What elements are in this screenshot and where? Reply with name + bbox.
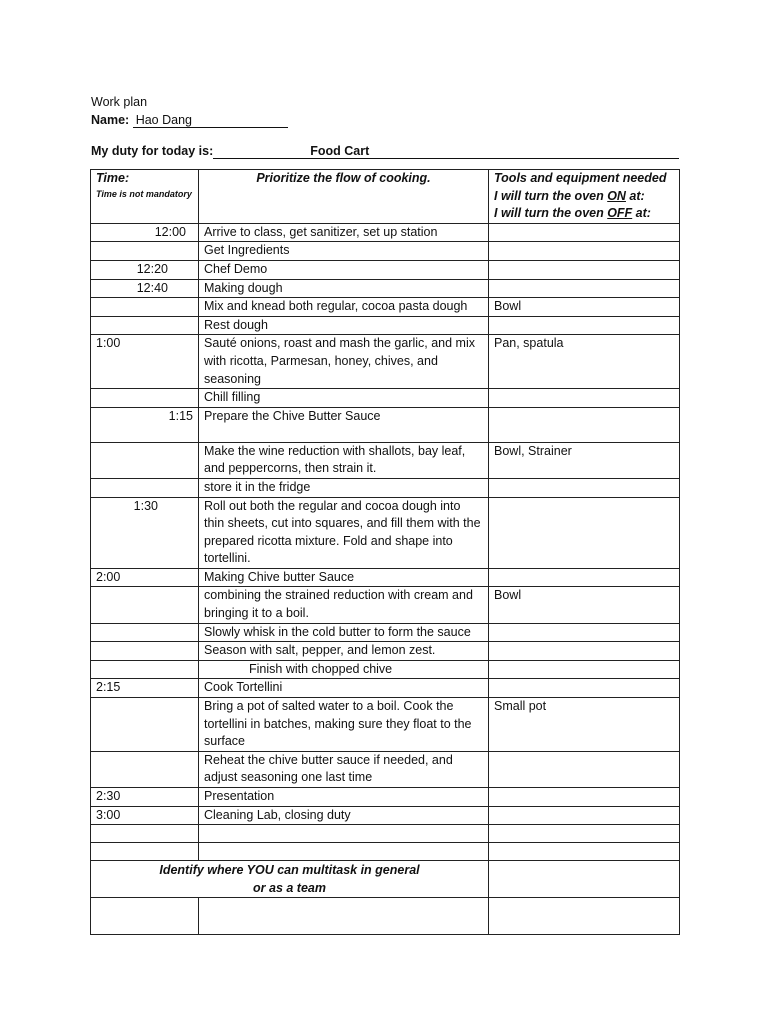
table-row xyxy=(91,389,680,408)
table-row xyxy=(91,497,680,568)
table-row xyxy=(91,642,680,661)
tools-cell xyxy=(489,279,680,298)
answer-cell xyxy=(91,898,199,935)
task-cell: Make the wine reduction with shallots, bay leaf, and peppercorns, then strain it. xyxy=(199,442,489,478)
time-cell xyxy=(91,623,199,642)
task-cell: Get Ingredients xyxy=(199,242,489,261)
table-row xyxy=(91,568,680,587)
table-row xyxy=(91,298,680,317)
task-cell: Rest dough xyxy=(199,316,489,335)
table-row xyxy=(91,478,680,497)
work-plan-table xyxy=(90,169,680,935)
time-cell: 1:00 xyxy=(91,335,199,389)
table-row xyxy=(91,698,680,752)
tools-cell: Bowl, Strainer xyxy=(489,442,680,478)
tools-header xyxy=(489,170,680,224)
tools-cell xyxy=(489,623,680,642)
table-row xyxy=(91,587,680,623)
task-cell: Making dough xyxy=(199,279,489,298)
time-cell xyxy=(91,698,199,752)
tools-cell xyxy=(489,389,680,408)
task-cell: Roll out both the regular and cocoa dough into thin sheets, cut into squares, and fill them with the prepared ricotta mixture. Fold and shape into tortellini. xyxy=(199,497,489,568)
tools-cell xyxy=(489,568,680,587)
time-cell xyxy=(91,298,199,317)
task-cell: Bring a pot of salted water to a boil. Cook the tortellini in batches, making sure they float to the surface xyxy=(199,698,489,752)
answer-cell xyxy=(199,898,489,935)
tools-cell xyxy=(489,825,680,843)
oven-off-word: OFF xyxy=(607,206,633,221)
task-cell: Mix and knead both regular, cocoa pasta dough xyxy=(199,298,489,317)
page-title: Work plan xyxy=(91,95,148,109)
task-cell: Arrive to class, get sanitizer, set up station xyxy=(199,223,489,242)
tools-cell xyxy=(489,497,680,568)
table-header-row xyxy=(91,170,680,224)
table-row xyxy=(91,260,680,279)
table-row xyxy=(91,316,680,335)
tools-cell: Bowl xyxy=(489,298,680,317)
tools-header-line1: Tools and equipment needed xyxy=(494,171,667,185)
time-note: Time is not mandatory xyxy=(96,188,192,199)
multitask-answer-row xyxy=(91,898,680,935)
tools-cell xyxy=(489,806,680,825)
duty-label: My duty for today is: xyxy=(91,144,214,158)
tools-cell xyxy=(489,316,680,335)
time-cell: 12:20 xyxy=(91,260,199,279)
name-line xyxy=(91,111,681,129)
table-row xyxy=(91,223,680,242)
oven-on-prefix: I will turn the oven xyxy=(494,188,608,203)
tools-cell xyxy=(489,751,680,787)
task-cell: Prepare the Chive Butter Sauce xyxy=(199,407,489,442)
task-cell: combining the strained reduction with cream and bringing it to a boil. xyxy=(199,587,489,623)
task-cell: Cook Tortellini xyxy=(199,679,489,698)
oven-on-word: ON xyxy=(607,188,626,203)
time-cell xyxy=(91,642,199,661)
time-cell xyxy=(91,825,199,843)
tools-cell: Bowl xyxy=(489,587,680,623)
tools-cell xyxy=(489,242,680,261)
task-cell xyxy=(199,843,489,861)
table-row xyxy=(91,623,680,642)
multitask-line2: or as a team xyxy=(253,880,326,895)
tools-cell: Pan, spatula xyxy=(489,335,680,389)
task-cell: Finish with chopped chive xyxy=(199,660,489,679)
time-cell: 2:15 xyxy=(91,679,199,698)
time-cell xyxy=(91,442,199,478)
table-row xyxy=(91,335,680,389)
table-row xyxy=(91,806,680,825)
tools-cell xyxy=(489,407,680,442)
time-cell: 12:00 xyxy=(91,223,199,242)
time-cell: 2:00 xyxy=(91,568,199,587)
task-cell xyxy=(199,825,489,843)
name-label: Name: xyxy=(91,113,130,127)
time-cell: 2:30 xyxy=(91,788,199,807)
task-cell: store it in the fridge xyxy=(199,478,489,497)
time-cell xyxy=(91,587,199,623)
multitask-line1: Identify where YOU can multitask in general xyxy=(159,863,420,878)
table-row-empty xyxy=(91,843,680,861)
table-row xyxy=(91,660,680,679)
time-cell xyxy=(91,751,199,787)
time-cell xyxy=(91,843,199,861)
multitask-extra-cell xyxy=(489,861,680,898)
name-value: Hao Dang xyxy=(133,113,288,128)
table-row xyxy=(91,407,680,442)
table-row xyxy=(91,788,680,807)
tools-cell xyxy=(489,660,680,679)
task-cell: Chill filling xyxy=(199,389,489,408)
tools-cell xyxy=(489,642,680,661)
task-header: Prioritize the flow of cooking. xyxy=(199,170,489,224)
task-cell: Presentation xyxy=(199,788,489,807)
task-cell: Sauté onions, roast and mash the garlic, and mix with ricotta, Parmesan, honey, chives, and seasoning xyxy=(199,335,489,389)
oven-off-suffix: at: xyxy=(632,206,651,221)
answer-cell xyxy=(489,898,680,935)
oven-off-prefix: I will turn the oven xyxy=(494,206,608,221)
task-cell: Season with salt, pepper, and lemon zest. xyxy=(199,642,489,661)
oven-on-suffix: at: xyxy=(625,188,645,203)
duty-value: Food Cart xyxy=(213,144,679,159)
table-row xyxy=(91,242,680,261)
table-row xyxy=(91,751,680,787)
multitask-prompt xyxy=(91,861,489,898)
task-cell: Slowly whisk in the cold butter to form the sauce xyxy=(199,623,489,642)
table-row xyxy=(91,442,680,478)
table-row xyxy=(91,279,680,298)
multitask-row xyxy=(91,861,680,898)
tools-cell xyxy=(489,679,680,698)
time-cell: 1:30 xyxy=(91,497,199,568)
tools-cell xyxy=(489,260,680,279)
time-cell xyxy=(91,389,199,408)
tools-cell: Small pot xyxy=(489,698,680,752)
table-row xyxy=(91,679,680,698)
tools-header-line3 xyxy=(494,205,674,223)
duty-line xyxy=(91,142,681,160)
tools-cell xyxy=(489,478,680,497)
task-cell: Cleaning Lab, closing duty xyxy=(199,806,489,825)
tools-cell xyxy=(489,788,680,807)
page-header xyxy=(91,93,681,160)
time-cell xyxy=(91,242,199,261)
time-cell: 1:15 xyxy=(91,407,199,442)
tools-cell xyxy=(489,223,680,242)
time-cell: 3:00 xyxy=(91,806,199,825)
time-header-cell xyxy=(91,170,199,224)
time-cell xyxy=(91,660,199,679)
time-cell: 12:40 xyxy=(91,279,199,298)
time-cell xyxy=(91,478,199,497)
tools-header-line2 xyxy=(494,188,674,206)
table-row-empty xyxy=(91,825,680,843)
time-header: Time: xyxy=(96,171,130,185)
task-cell: Making Chive butter Sauce xyxy=(199,568,489,587)
tools-cell xyxy=(489,843,680,861)
time-cell xyxy=(91,316,199,335)
task-cell: Reheat the chive butter sauce if needed, and adjust seasoning one last time xyxy=(199,751,489,787)
task-cell: Chef Demo xyxy=(199,260,489,279)
